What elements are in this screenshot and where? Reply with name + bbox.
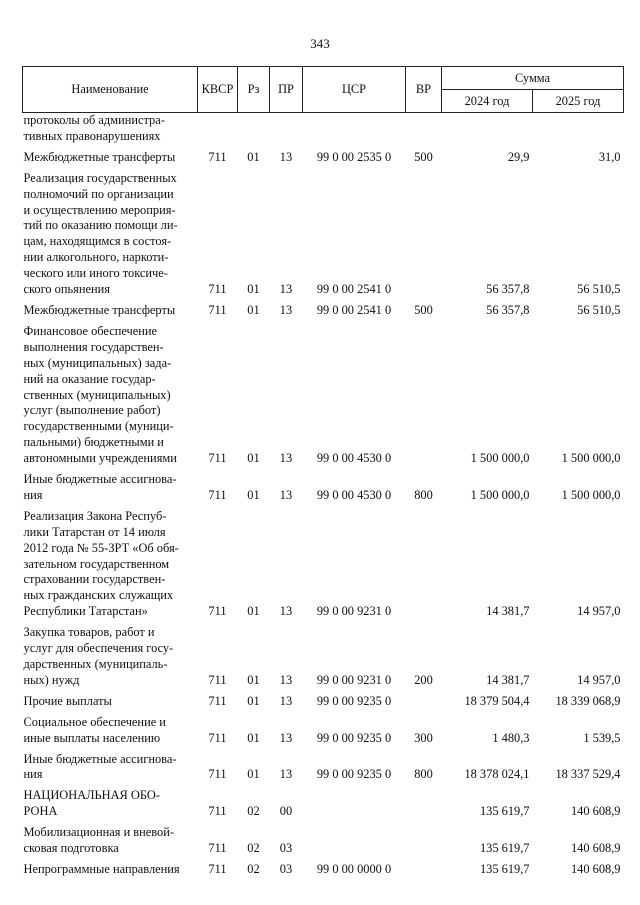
pr-code: 13 — [279, 767, 293, 782]
amount-2024: 1 480,3 — [492, 730, 530, 745]
amount-2024: 14 381,7 — [486, 672, 530, 687]
kvsr-code: 711 — [208, 487, 227, 502]
row-procurement-9231 — [23, 625, 624, 689]
amount-2025: 14 957,0 — [577, 604, 621, 619]
row-other-alloc-9235 — [23, 752, 624, 784]
csr-code: 99 0 00 9235 0 — [316, 767, 392, 782]
kvsr-code: 711 — [208, 672, 227, 687]
vr-code — [406, 324, 442, 467]
amount-2025: 140 608,9 — [570, 861, 621, 876]
kvsr-code: 711 — [208, 604, 227, 619]
pr-code: 03 — [279, 861, 293, 876]
header-pr: ПР — [270, 67, 303, 113]
amount-2024: 18 379 504,4 — [464, 693, 530, 708]
header-year-2025: 2025 год — [533, 90, 624, 113]
rz-code — [238, 113, 270, 145]
rz-code: 01 — [247, 302, 260, 317]
item-name: Межбюджетные трансферты — [23, 302, 176, 317]
pr-code: 13 — [279, 451, 293, 466]
row-protocols — [23, 113, 624, 145]
amount-2024: 135 619,7 — [479, 861, 530, 876]
csr-code — [303, 788, 406, 820]
table-header — [23, 67, 624, 113]
row-transfers-2535 — [23, 150, 624, 166]
rz-code: 01 — [247, 672, 260, 687]
rz-code: 02 — [247, 841, 260, 856]
rz-code: 01 — [247, 149, 260, 164]
row-alcohol-aid — [23, 171, 624, 298]
row-insurance-law — [23, 509, 624, 620]
amount-2024: 14 381,7 — [486, 604, 530, 619]
amount-2025: 1 500 000,0 — [561, 451, 621, 466]
item-name: Иные бюджетные ассигнова- ния — [23, 472, 177, 502]
amount-2025: 56 510,5 — [577, 282, 621, 297]
kvsr-code: 711 — [208, 282, 227, 297]
item-name: Закупка товаров, работ и услуг для обеспечения госу- дарственных (муниципаль- ных) нужд — [23, 625, 174, 687]
amount-2024: 56 357,8 — [486, 302, 530, 317]
csr-code: 99 0 00 9235 0 — [316, 730, 392, 745]
row-nonprogram — [23, 862, 624, 878]
amount-2025: 18 339 068,9 — [555, 693, 621, 708]
row-transfers-2541 — [23, 303, 624, 319]
amount-2025: 14 957,0 — [577, 672, 621, 687]
rz-code: 01 — [247, 693, 260, 708]
rz-code: 01 — [247, 487, 260, 502]
amount-2025: 1 539,5 — [583, 730, 621, 745]
kvsr-code: 711 — [208, 302, 227, 317]
kvsr-code — [198, 113, 238, 145]
rz-code: 02 — [247, 804, 260, 819]
rz-code: 01 — [247, 767, 260, 782]
rz-code: 02 — [247, 861, 260, 876]
item-name: Непрограммные направления — [23, 861, 180, 876]
amount-2025: 18 337 529,4 — [555, 767, 621, 782]
amount-2024: 135 619,7 — [479, 804, 530, 819]
pr-code: 00 — [279, 804, 293, 819]
table-body — [23, 113, 624, 878]
amount-2025: 31,0 — [598, 149, 621, 164]
csr-code: 99 0 00 0000 0 — [316, 861, 392, 876]
amount-2024: 135 619,7 — [479, 841, 530, 856]
page-number: 343 — [310, 36, 330, 51]
csr-code — [303, 825, 406, 857]
csr-code: 99 0 00 2535 0 — [316, 149, 392, 164]
pr-code: 13 — [279, 693, 293, 708]
header-vr: ВР — [406, 67, 442, 113]
pr-code: 13 — [279, 149, 293, 164]
kvsr-code: 711 — [208, 767, 227, 782]
amount-2024: 1 500 000,0 — [470, 451, 530, 466]
header-sum: Сумма — [442, 67, 624, 90]
pr-code: 13 — [279, 302, 293, 317]
row-other-alloc-4530 — [23, 472, 624, 504]
row-national-defense — [23, 788, 624, 820]
rz-code: 01 — [247, 730, 260, 745]
vr-code — [406, 509, 442, 620]
csr-code: 99 0 00 9231 0 — [316, 672, 392, 687]
vr-code — [406, 862, 442, 878]
row-state-assignments — [23, 324, 624, 467]
amount-2025: 140 608,9 — [570, 804, 621, 819]
pr-code: 13 — [279, 487, 293, 502]
amount-2024: 29,9 — [507, 149, 530, 164]
kvsr-code: 711 — [208, 693, 227, 708]
vr-code: 500 — [414, 149, 433, 164]
rz-code: 01 — [247, 282, 260, 297]
pr-code: 03 — [279, 841, 293, 856]
csr-code — [303, 113, 406, 145]
kvsr-code: 711 — [208, 804, 227, 819]
item-name: Реализация Закона Респуб- лики Татарстан от 14 июля 2012 года № 55-ЗРТ «Об обя- зательном государственном страховании государствен- ных гражданских служащих Республики Татарстан» — [23, 508, 179, 619]
vr-code — [406, 825, 442, 857]
csr-code: 99 0 00 4530 0 — [316, 451, 392, 466]
kvsr-code: 711 — [208, 149, 227, 164]
item-name: НАЦИОНАЛЬНАЯ ОБО- РОНА — [23, 788, 160, 819]
item-name: Реализация государственных полномочий по организации и осуществлению мероприя- тий по оказанию помощи ли- цам, находящимся в состоя- нии алкогольного, наркоти- ческого или иного токсиче- ского опьянения — [23, 170, 178, 297]
amount-2024: 56 357,8 — [486, 282, 530, 297]
row-mobilization — [23, 825, 624, 857]
amount-2025: 140 608,9 — [570, 841, 621, 856]
kvsr-code: 711 — [208, 730, 227, 745]
csr-code: 99 0 00 9235 0 — [316, 693, 392, 708]
csr-code: 99 0 00 4530 0 — [316, 487, 392, 502]
vr-code — [406, 171, 442, 298]
pr-code — [270, 113, 303, 145]
item-name: Прочие выплаты — [23, 693, 112, 708]
rz-code: 01 — [247, 604, 260, 619]
amount-2025 — [533, 113, 624, 145]
pr-code: 13 — [279, 604, 293, 619]
amount-2024: 1 500 000,0 — [470, 487, 530, 502]
csr-code: 99 0 00 2541 0 — [316, 282, 392, 297]
vr-code: 300 — [414, 730, 433, 745]
kvsr-code: 711 — [208, 451, 227, 466]
header-rz: Рз — [238, 67, 270, 113]
item-name: протоколы об администра- тивных правонарушениях — [23, 113, 165, 143]
item-name: Мобилизационная и вневой- сковая подготовка — [23, 825, 174, 856]
header-csr: ЦСР — [303, 67, 406, 113]
pr-code: 13 — [279, 730, 293, 745]
item-name: Финансовое обеспечение выполнения государствен- ных (муниципальных) зада- ний на оказание государ- ственных (муниципальных) услуг (выполнение работ) государственными (муници- пальными) бюджетными и автономными учреждениями — [23, 323, 177, 466]
vr-code: 800 — [414, 487, 433, 502]
amount-2025: 56 510,5 — [577, 302, 621, 317]
row-other-payments — [23, 694, 624, 710]
vr-code: 200 — [414, 672, 433, 687]
vr-code — [406, 694, 442, 710]
kvsr-code: 711 — [208, 861, 227, 876]
item-name: Межбюджетные трансферты — [23, 149, 176, 164]
header-kvsr: КВСР — [198, 67, 238, 113]
csr-code: 99 0 00 9231 0 — [316, 604, 392, 619]
vr-code — [406, 113, 442, 145]
amount-2025: 1 500 000,0 — [561, 487, 621, 502]
pr-code: 13 — [279, 672, 293, 687]
amount-2024 — [442, 113, 533, 145]
item-name: Социальное обеспечение и иные выплаты населению — [23, 714, 166, 745]
pr-code: 13 — [279, 282, 293, 297]
amount-2024: 18 378 024,1 — [464, 767, 530, 782]
item-name: Иные бюджетные ассигнова- ния — [23, 751, 177, 782]
budget-table — [22, 66, 624, 878]
vr-code: 500 — [414, 302, 433, 317]
vr-code — [406, 788, 442, 820]
row-social-9235 — [23, 715, 624, 747]
rz-code: 01 — [247, 451, 260, 466]
kvsr-code: 711 — [208, 841, 227, 856]
vr-code: 800 — [414, 767, 433, 782]
csr-code: 99 0 00 2541 0 — [316, 302, 392, 317]
header-name: Наименование — [23, 67, 198, 113]
header-year-2024: 2024 год — [442, 90, 533, 113]
